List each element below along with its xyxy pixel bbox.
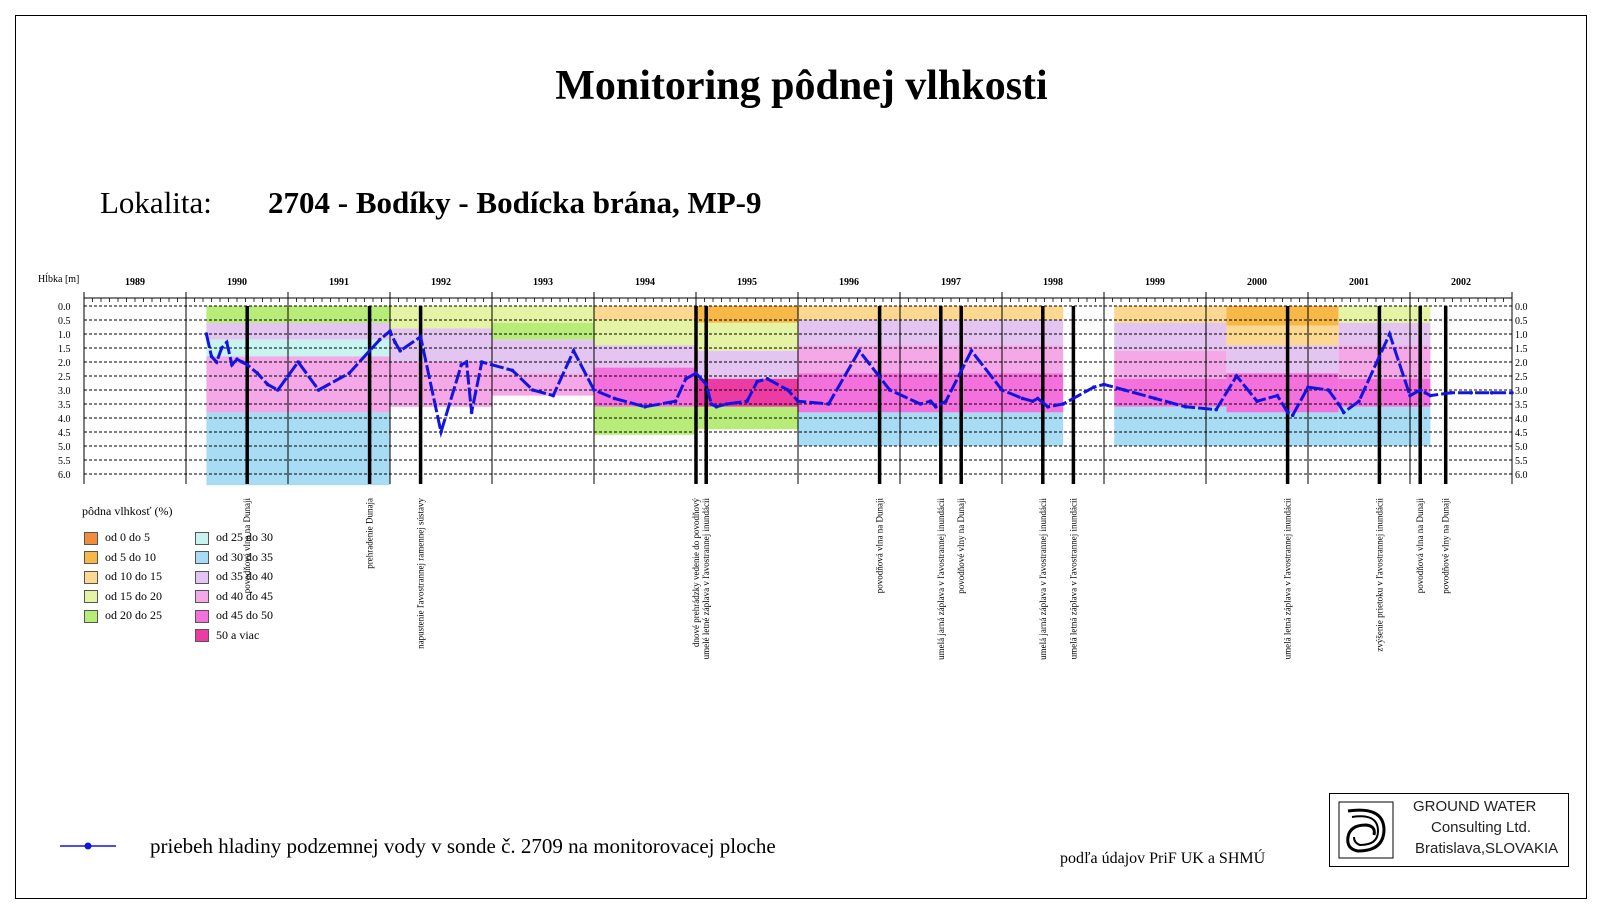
y-tick-label-right: 2.0	[1515, 358, 1528, 369]
legend-swatch	[195, 571, 209, 584]
groundwater-point	[511, 369, 515, 373]
y-tick-label-left: 6.0	[58, 470, 71, 481]
groundwater-point	[786, 388, 790, 392]
groundwater-point	[296, 360, 300, 364]
legend-label: od 35 do 40	[216, 569, 273, 583]
y-tick-label-right: 2.5	[1515, 372, 1528, 383]
groundwater-point	[1357, 399, 1361, 403]
groundwater-point	[531, 388, 535, 392]
y-tick-label-left: 0.0	[58, 302, 71, 313]
groundwater-point	[1286, 411, 1290, 415]
groundwater-point	[1031, 399, 1035, 403]
y-tick-label-left: 4.0	[58, 414, 71, 425]
event-label: povodňová vlna na Dunaji	[1415, 498, 1426, 594]
groundwater-point	[388, 329, 392, 333]
groundwater-point	[1235, 374, 1239, 378]
event-label: umelé letné záplava v ľavostrannej inundácii	[701, 498, 712, 660]
legend-label: od 0 do 5	[105, 530, 150, 544]
y-tick-label-left: 2.5	[58, 372, 71, 383]
moisture-cell	[1339, 407, 1431, 446]
company-logo-box	[1329, 793, 1569, 867]
legend-item	[84, 608, 162, 622]
groundwater-point	[1429, 394, 1433, 398]
groundwater-point	[551, 394, 555, 398]
moisture-cell	[1114, 351, 1226, 379]
groundwater-point	[944, 399, 948, 403]
legend-item	[84, 530, 150, 544]
groundwater-point	[1424, 391, 1428, 395]
legend-swatch	[195, 551, 209, 564]
legend-item	[195, 569, 273, 583]
moisture-cell	[206, 340, 390, 357]
legend-swatch	[195, 590, 209, 603]
y-tick-label-right: 1.0	[1515, 330, 1528, 341]
groundwater-point	[1469, 391, 1473, 395]
legend-item	[195, 530, 273, 544]
groundwater-point	[1255, 399, 1259, 403]
groundwater-point	[1046, 405, 1050, 409]
groundwater-point	[470, 411, 474, 415]
y-tick-label-left: 5.5	[58, 456, 71, 467]
groundwater-point	[398, 349, 402, 353]
moisture-cell	[206, 356, 390, 412]
event-label: povodňové vlny na Dunaji	[956, 498, 967, 594]
line-legend-label: priebeh hladiny podzemnej vody v sonde č. 2709 na monitorovacej ploche	[150, 834, 776, 858]
groundwater-point	[490, 363, 494, 367]
groundwater-point	[766, 377, 770, 381]
year-label: 1993	[533, 277, 553, 288]
year-label: 1992	[431, 277, 451, 288]
groundwater-point	[674, 399, 678, 403]
year-label: 1991	[329, 277, 349, 288]
legend-swatch	[195, 610, 209, 623]
groundwater-point	[1306, 385, 1310, 389]
groundwater-point	[230, 363, 234, 367]
legend-swatch	[84, 590, 98, 603]
event-label: povodňová vlna na Dunaji	[242, 498, 253, 594]
moisture-cell	[1226, 412, 1338, 446]
legend-item	[84, 550, 156, 564]
moisture-cell	[206, 412, 390, 485]
groundwater-point	[715, 405, 719, 409]
groundwater-point	[970, 349, 974, 353]
year-label: 1997	[941, 277, 961, 288]
groundwater-point	[796, 399, 800, 403]
y-tick-label-left: 0.5	[58, 316, 71, 327]
legend-label: od 10 do 15	[105, 569, 162, 583]
groundwater-point	[393, 341, 397, 345]
groundwater-point	[1036, 397, 1040, 401]
legend-item	[195, 589, 273, 603]
moisture-cell	[696, 323, 798, 351]
y-tick-label-right: 3.0	[1515, 386, 1528, 397]
groundwater-point	[1123, 388, 1127, 392]
legend-label: od 20 do 25	[105, 608, 162, 622]
year-label: 2002	[1451, 277, 1471, 288]
company-line-2: Consulting Ltd.	[1431, 819, 1532, 836]
event-label: umelá jarná záplava v ľavostrannej inundácii	[1037, 498, 1048, 660]
groundwater-point	[1418, 388, 1422, 392]
event-label: zvýšenie prietoku v ľavostrannej inundácii	[1374, 498, 1385, 652]
legend-item	[84, 589, 162, 603]
y-tick-label-left: 3.5	[58, 400, 71, 411]
legend-title: pôdna vlhkosť (%)	[82, 504, 173, 518]
legend-label: od 45 do 50	[216, 608, 273, 622]
groundwater-point	[347, 371, 351, 375]
groundwater-point	[256, 371, 260, 375]
groundwater-point	[368, 349, 372, 353]
source-note: podľa údajov PriF UK a SHMÚ	[1060, 850, 1266, 867]
moisture-cell	[798, 373, 1063, 412]
groundwater-point	[465, 360, 469, 364]
groundwater-point	[276, 388, 280, 392]
groundwater-point	[1184, 405, 1188, 409]
groundwater-point	[215, 360, 219, 364]
groundwater-point	[745, 399, 749, 403]
legend-item	[195, 608, 273, 622]
company-line-1: GROUND WATER	[1413, 798, 1537, 815]
location-label: Lokalita:	[100, 185, 212, 220]
groundwater-point	[919, 402, 923, 406]
groundwater-point	[1276, 394, 1280, 398]
event-label: napustenie ľavostrannej ramennej sústavy	[415, 498, 426, 649]
moisture-cell	[696, 351, 798, 379]
groundwater-point	[235, 357, 239, 361]
legend-item	[84, 569, 162, 583]
groundwater-point	[210, 355, 214, 359]
groundwater-point	[857, 349, 861, 353]
groundwater-point	[643, 405, 647, 409]
legend-swatch	[84, 551, 98, 564]
event-label: prehradenie Dunaja	[364, 498, 375, 569]
groundwater-point	[245, 363, 249, 367]
legend-swatch	[84, 610, 98, 623]
moisture-cell	[798, 306, 1063, 320]
groundwater-point	[613, 397, 617, 401]
y-tick-label-left: 2.0	[58, 358, 71, 369]
event-label: povodňové vlny na Dunaji	[1440, 498, 1451, 594]
legend-label: od 5 do 10	[105, 549, 156, 564]
groundwater-point	[1408, 394, 1412, 398]
groundwater-point	[225, 341, 229, 345]
event-label: umelá letná záplava v ľavostrannej inundácii	[1068, 498, 1079, 660]
groundwater-point	[286, 374, 290, 378]
company-logo-icon	[1338, 801, 1394, 859]
groundwater-point	[266, 383, 270, 387]
y-tick-label-right: 1.5	[1515, 344, 1528, 355]
legend-label: od 25 do 30	[216, 530, 273, 544]
groundwater-point	[572, 349, 576, 353]
moisture-cell	[206, 306, 390, 323]
location-name: 2704 - Bodíky - Bodícka brána, MP-9	[268, 185, 762, 220]
y-tick-label-right: 6.0	[1515, 470, 1528, 481]
company-line-3: Bratislava,SLOVAKIA	[1415, 840, 1559, 857]
groundwater-point	[934, 405, 938, 409]
groundwater-point	[704, 383, 708, 387]
moisture-cell	[390, 306, 492, 328]
groundwater-point	[1291, 413, 1295, 417]
line-legend-symbol	[60, 836, 116, 856]
legend-label: od 15 do 20	[105, 588, 162, 603]
moisture-cell	[492, 306, 594, 323]
legend-label: od 30 do 35	[216, 549, 273, 564]
groundwater-point	[1327, 388, 1331, 392]
groundwater-point	[480, 360, 484, 364]
groundwater-point	[1510, 391, 1514, 395]
groundwater-point	[684, 377, 688, 381]
groundwater-point	[460, 363, 464, 367]
year-label: 1995	[737, 277, 757, 288]
groundwater-point	[725, 402, 729, 406]
legend-item	[195, 550, 273, 564]
moisture-cell	[1114, 323, 1226, 351]
groundwater-point	[240, 360, 244, 364]
y-tick-label-left: 1.5	[58, 344, 71, 355]
y-tick-label-right: 4.5	[1515, 428, 1528, 439]
y-axis-label: Hĺbka [m]	[38, 274, 80, 285]
event-label: dnové prehrádzky vedenie do povodňový	[691, 498, 701, 647]
groundwater-point	[1061, 402, 1065, 406]
legend-item	[195, 628, 259, 642]
y-tick-label-left: 3.0	[58, 386, 71, 397]
year-label: 2001	[1349, 277, 1369, 288]
groundwater-point	[1000, 388, 1004, 392]
year-label: 1990	[227, 277, 247, 288]
moisture-cell	[798, 412, 1063, 446]
legend-swatch	[195, 532, 209, 545]
groundwater-point	[1490, 391, 1494, 395]
groundwater-point	[439, 430, 443, 434]
legend-swatch	[84, 571, 98, 584]
moisture-cell	[594, 320, 696, 345]
groundwater-point	[220, 346, 224, 350]
groundwater-point	[694, 371, 698, 375]
groundwater-point	[1449, 391, 1453, 395]
groundwater-point	[710, 402, 714, 406]
groundwater-point	[1021, 397, 1025, 401]
event-label: umelá letná záplava v ľavostrannej inundácii	[1282, 498, 1293, 660]
year-label: 1999	[1145, 277, 1165, 288]
moisture-cell	[1226, 345, 1338, 373]
year-label: 2000	[1247, 277, 1267, 288]
y-tick-label-right: 4.0	[1515, 414, 1528, 425]
groundwater-point	[317, 388, 321, 392]
groundwater-point	[1092, 385, 1096, 389]
moisture-cell	[798, 320, 1063, 345]
y-tick-label-left: 4.5	[58, 428, 71, 439]
groundwater-point	[929, 399, 933, 403]
moisture-cell	[1114, 407, 1226, 446]
groundwater-point	[1342, 411, 1346, 415]
groundwater-point	[378, 338, 382, 342]
moisture-cell	[594, 345, 696, 367]
groundwater-point	[592, 388, 596, 392]
year-label: 1989	[125, 277, 145, 288]
groundwater-point	[1102, 383, 1106, 387]
y-tick-label-left: 1.0	[58, 330, 71, 341]
moisture-cell	[206, 323, 390, 340]
year-label: 1998	[1043, 277, 1063, 288]
groundwater-point	[1388, 332, 1392, 336]
y-tick-label-right: 0.5	[1515, 316, 1528, 327]
moisture-cell	[492, 323, 594, 340]
y-tick-label-right: 5.5	[1515, 456, 1528, 467]
moisture-cell	[594, 407, 696, 435]
legend-swatch	[195, 629, 209, 642]
groundwater-point	[1214, 408, 1218, 412]
y-tick-label-right: 5.0	[1515, 442, 1528, 453]
page-title: Monitoring pôdnej vlhkosti	[555, 63, 1048, 109]
moisture-cell	[390, 328, 492, 362]
moisture-cell	[1226, 306, 1338, 326]
groundwater-point	[755, 380, 759, 384]
groundwater-point	[827, 402, 831, 406]
legend-label: od 40 do 45	[216, 588, 273, 603]
y-tick-label-right: 0.0	[1515, 302, 1528, 313]
event-label: umelá jarná záplava v ľavostrannej inundácii	[935, 498, 946, 660]
groundwater-point	[205, 332, 209, 336]
groundwater-point	[1153, 397, 1157, 401]
y-tick-label-right: 3.5	[1515, 400, 1528, 411]
event-label: povodňová vlna na Dunaji	[874, 498, 885, 594]
year-label: 1996	[839, 277, 859, 288]
y-tick-label-left: 5.0	[58, 442, 71, 453]
moisture-cell	[594, 306, 696, 320]
moisture-cell	[798, 345, 1063, 373]
legend-label: 50 a viac	[216, 627, 260, 642]
year-label: 1994	[635, 277, 655, 288]
moisture-cell	[1226, 326, 1338, 346]
groundwater-point	[419, 335, 423, 339]
groundwater-point	[888, 388, 892, 392]
legend-swatch	[84, 532, 98, 545]
groundwater-point	[1337, 402, 1341, 406]
